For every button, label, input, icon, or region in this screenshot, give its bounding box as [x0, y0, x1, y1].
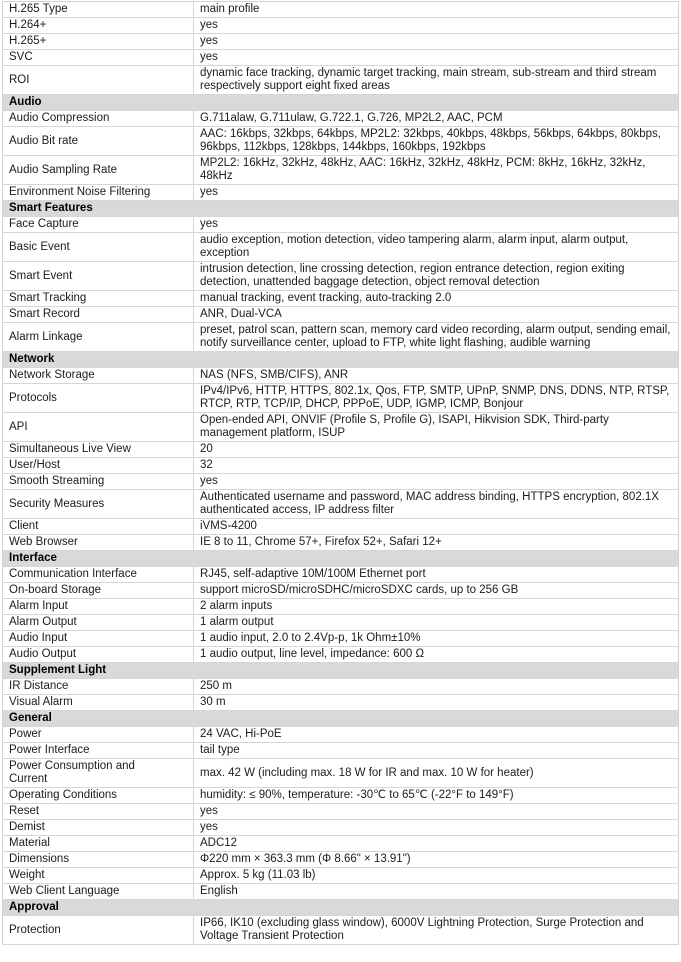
spec-label: Communication Interface [3, 567, 194, 583]
spec-row [3, 535, 679, 551]
spec-label: IR Distance [3, 679, 194, 695]
spec-value: 2 alarm inputs [194, 599, 679, 615]
spec-row [3, 695, 679, 711]
spec-value: Approx. 5 kg (11.03 lb) [194, 868, 679, 884]
spec-row [3, 852, 679, 868]
spec-row [3, 442, 679, 458]
spec-label: Protocols [3, 384, 194, 413]
spec-row [3, 743, 679, 759]
spec-label: Material [3, 836, 194, 852]
spec-label: Audio Output [3, 647, 194, 663]
spec-value: 30 m [194, 695, 679, 711]
spec-value: NAS (NFS, SMB/CIFS), ANR [194, 368, 679, 384]
spec-table-body [3, 2, 679, 945]
spec-row [3, 291, 679, 307]
section-header-row [3, 900, 679, 916]
spec-row [3, 788, 679, 804]
spec-value: yes [194, 18, 679, 34]
section-header-row [3, 663, 679, 679]
spec-row [3, 727, 679, 743]
spec-value: manual tracking, event tracking, auto-tracking 2.0 [194, 291, 679, 307]
section-header-row [3, 711, 679, 727]
section-title: Smart Features [3, 201, 679, 217]
spec-row [3, 217, 679, 233]
spec-value: yes [194, 804, 679, 820]
spec-value: ANR, Dual-VCA [194, 307, 679, 323]
spec-value: iVMS-4200 [194, 519, 679, 535]
spec-label: Demist [3, 820, 194, 836]
spec-value: yes [194, 820, 679, 836]
spec-label: Protection [3, 916, 194, 945]
spec-value: RJ45, self-adaptive 10M/100M Ethernet port [194, 567, 679, 583]
spec-label: Dimensions [3, 852, 194, 868]
spec-label: On-board Storage [3, 583, 194, 599]
spec-label: SVC [3, 50, 194, 66]
spec-value: tail type [194, 743, 679, 759]
spec-row [3, 583, 679, 599]
spec-label: Weight [3, 868, 194, 884]
spec-value: yes [194, 34, 679, 50]
spec-row [3, 679, 679, 695]
spec-row [3, 868, 679, 884]
spec-value: preset, patrol scan, pattern scan, memory card video recording, alarm output, sending email, notify surveillance center, upload to FTP, white light flashing, audible warning [194, 323, 679, 352]
section-header-row [3, 352, 679, 368]
spec-row [3, 615, 679, 631]
spec-label: Simultaneous Live View [3, 442, 194, 458]
spec-value: yes [194, 50, 679, 66]
spec-value: 24 VAC, Hi-PoE [194, 727, 679, 743]
spec-value: 250 m [194, 679, 679, 695]
spec-row [3, 2, 679, 18]
spec-value: 20 [194, 442, 679, 458]
spec-row [3, 599, 679, 615]
spec-value: AAC: 16kbps, 32kbps, 64kbps, MP2L2: 32kbps, 40kbps, 48kbps, 56kbps, 64kbps, 80kbps, 96kbps, 112kbps, 128kbps, 144kbps, 160kbps, 192kbps [194, 127, 679, 156]
spec-label: ROI [3, 66, 194, 95]
spec-label: Alarm Input [3, 599, 194, 615]
spec-label: H.265 Type [3, 2, 194, 18]
spec-row [3, 804, 679, 820]
spec-label: Alarm Output [3, 615, 194, 631]
spec-row [3, 384, 679, 413]
spec-label: H.265+ [3, 34, 194, 50]
spec-row [3, 66, 679, 95]
spec-value: main profile [194, 2, 679, 18]
spec-label: Network Storage [3, 368, 194, 384]
spec-label: H.264+ [3, 18, 194, 34]
specification-table [2, 1, 679, 945]
spec-value: IP66, IK10 (excluding glass window), 6000V Lightning Protection, Surge Protection and Voltage Transient Protection [194, 916, 679, 945]
spec-label: Reset [3, 804, 194, 820]
spec-row [3, 519, 679, 535]
spec-label: Power Consumption and Current [3, 759, 194, 788]
spec-row [3, 34, 679, 50]
section-title: Approval [3, 900, 679, 916]
spec-label: Alarm Linkage [3, 323, 194, 352]
section-header-row [3, 95, 679, 111]
spec-label: Smart Tracking [3, 291, 194, 307]
spec-label: Web Browser [3, 535, 194, 551]
spec-value: support microSD/microSDHC/microSDXC cards, up to 256 GB [194, 583, 679, 599]
spec-value: IE 8 to 11, Chrome 57+, Firefox 52+, Safari 12+ [194, 535, 679, 551]
spec-row [3, 18, 679, 34]
spec-label: Visual Alarm [3, 695, 194, 711]
spec-label: Audio Input [3, 631, 194, 647]
spec-label: Client [3, 519, 194, 535]
section-title: Network [3, 352, 679, 368]
spec-row [3, 368, 679, 384]
spec-value: Φ220 mm × 363.3 mm (Φ 8.66" × 13.91") [194, 852, 679, 868]
spec-label: Basic Event [3, 233, 194, 262]
spec-row [3, 631, 679, 647]
spec-value: MP2L2: 16kHz, 32kHz, 48kHz, AAC: 16kHz, 32kHz, 48kHz, PCM: 8kHz, 16kHz, 32kHz, 48kHz [194, 156, 679, 185]
spec-value: intrusion detection, line crossing detection, region entrance detection, region exiting detection, unattended baggage detection, object removal detection [194, 262, 679, 291]
spec-label: Audio Compression [3, 111, 194, 127]
spec-value: max. 42 W (including max. 18 W for IR and max. 10 W for heater) [194, 759, 679, 788]
spec-row [3, 884, 679, 900]
spec-row [3, 916, 679, 945]
spec-value: 1 alarm output [194, 615, 679, 631]
spec-row [3, 490, 679, 519]
spec-value: audio exception, motion detection, video tampering alarm, alarm input, alarm output, exception [194, 233, 679, 262]
spec-row [3, 307, 679, 323]
spec-value: humidity: ≤ 90%, temperature: -30℃ to 65℃ (-22°F to 149°F) [194, 788, 679, 804]
spec-value: 1 audio output, line level, impedance: 600 Ω [194, 647, 679, 663]
spec-label: Audio Bit rate [3, 127, 194, 156]
section-header-row [3, 201, 679, 217]
spec-sheet-page [0, 1, 681, 962]
spec-value: ADC12 [194, 836, 679, 852]
spec-label: User/Host [3, 458, 194, 474]
spec-label: Web Client Language [3, 884, 194, 900]
spec-row [3, 820, 679, 836]
spec-row [3, 836, 679, 852]
spec-label: Power Interface [3, 743, 194, 759]
spec-value: Open-ended API, ONVIF (Profile S, Profile G), ISAPI, Hikvision SDK, Third-party management platform, ISUP [194, 413, 679, 442]
spec-label: Security Measures [3, 490, 194, 519]
section-header-row [3, 551, 679, 567]
spec-label: Operating Conditions [3, 788, 194, 804]
spec-row [3, 156, 679, 185]
spec-row [3, 647, 679, 663]
spec-label: Face Capture [3, 217, 194, 233]
spec-label: Smart Record [3, 307, 194, 323]
spec-row [3, 323, 679, 352]
spec-value: IPv4/IPv6, HTTP, HTTPS, 802.1x, Qos, FTP, SMTP, UPnP, SNMP, DNS, DDNS, NTP, RTSP, RTCP, RTP, TCP/IP, DHCP, PPPoE, UDP, IGMP, ICMP, Bonjour [194, 384, 679, 413]
spec-value: yes [194, 185, 679, 201]
spec-row [3, 458, 679, 474]
spec-row [3, 127, 679, 156]
spec-row [3, 233, 679, 262]
spec-label: API [3, 413, 194, 442]
spec-value: G.711alaw, G.711ulaw, G.722.1, G.726, MP2L2, AAC, PCM [194, 111, 679, 127]
spec-label: Power [3, 727, 194, 743]
spec-row [3, 413, 679, 442]
section-title: Audio [3, 95, 679, 111]
spec-label: Smart Event [3, 262, 194, 291]
spec-row [3, 567, 679, 583]
spec-row [3, 262, 679, 291]
section-title: General [3, 711, 679, 727]
spec-row [3, 474, 679, 490]
spec-value: Authenticated username and password, MAC address binding, HTTPS encryption, 802.1X authenticated access, IP address filter [194, 490, 679, 519]
spec-label: Audio Sampling Rate [3, 156, 194, 185]
spec-label: Smooth Streaming [3, 474, 194, 490]
spec-value: 1 audio input, 2.0 to 2.4Vp-p, 1k Ohm±10% [194, 631, 679, 647]
spec-value: dynamic face tracking, dynamic target tracking, main stream, sub-stream and third stream respectively support eight fixed areas [194, 66, 679, 95]
section-title: Interface [3, 551, 679, 567]
section-title: Supplement Light [3, 663, 679, 679]
spec-value: yes [194, 474, 679, 490]
spec-value: 32 [194, 458, 679, 474]
spec-label: Environment Noise Filtering [3, 185, 194, 201]
spec-row [3, 111, 679, 127]
spec-row [3, 185, 679, 201]
spec-value: English [194, 884, 679, 900]
spec-value: yes [194, 217, 679, 233]
spec-row [3, 50, 679, 66]
spec-row [3, 759, 679, 788]
